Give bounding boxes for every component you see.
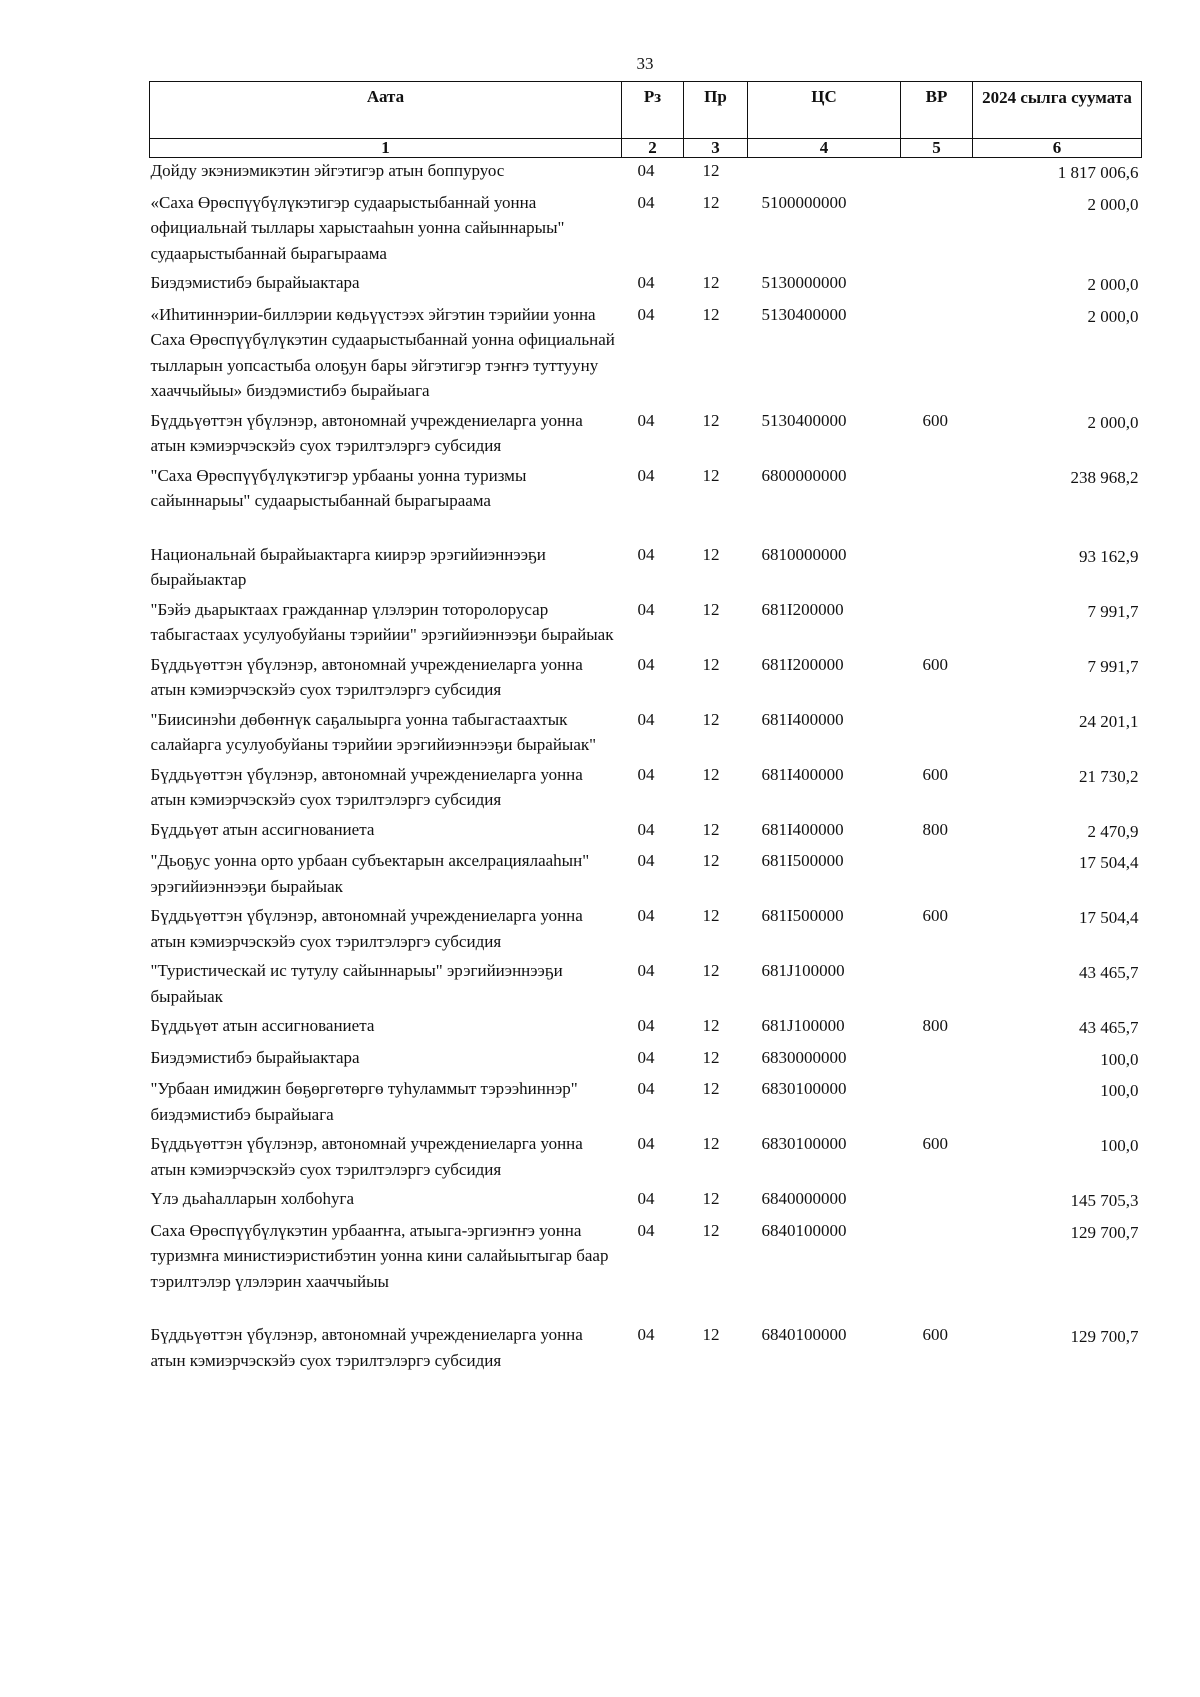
table-row — [150, 158, 1142, 190]
row-name: Бүддьүөттэн үбүлэнэр, автономнай учреждениеларга уонна атын кэмиэрчэскэйэ суох тэрилтэлэргэ субсидия — [150, 410, 583, 455]
row-pr: 12 — [702, 709, 720, 729]
table-row — [150, 707, 1142, 762]
row-cs: 681I500000 — [761, 906, 844, 925]
row-cs: 5130000000 — [761, 273, 847, 292]
row-cs: 681I500000 — [761, 851, 844, 870]
column-number: 1 — [150, 139, 622, 158]
row-rz: 04 — [637, 764, 655, 784]
table-row — [150, 1076, 1142, 1131]
row-pr: 12 — [702, 1189, 720, 1208]
row-rz: 04 — [637, 819, 655, 839]
row-vr — [901, 1076, 973, 1131]
row-cs: 681J100000 — [761, 961, 845, 980]
row-pr: 12 — [702, 1079, 720, 1098]
row-vr — [901, 597, 973, 652]
page-number: 33 — [636, 54, 654, 73]
row-sum: 43 465,7 — [1079, 1018, 1139, 1037]
table-row — [150, 817, 1142, 849]
row-cs: 5130400000 — [761, 304, 847, 324]
row-rz: 04 — [637, 465, 655, 485]
row-vr: 800 — [922, 1016, 948, 1035]
row-vr — [901, 190, 973, 271]
row-sum: 43 465,7 — [1079, 963, 1139, 982]
row-name: Бүддьүөттэн үбүлэнэр, автономнай учреждениеларга уонна атын кэмиэрчэскэйэ суох тэрилтэлэргэ субсидия — [150, 1325, 583, 1370]
row-sum: 2 000,0 — [1087, 412, 1139, 432]
table-row — [150, 270, 1142, 302]
row-sum: 129 700,7 — [1070, 1327, 1139, 1346]
table-row — [150, 1218, 1142, 1323]
row-vr — [901, 848, 973, 903]
row-pr: 12 — [702, 819, 720, 839]
row-name: Национальнай бырайыактарга киирэр эрэгийиэннээҕи бырайыактар — [150, 544, 546, 589]
row-rz: 04 — [637, 1189, 655, 1208]
row-rz: 04 — [637, 1047, 655, 1067]
row-rz: 04 — [637, 851, 655, 870]
row-vr — [901, 958, 973, 1013]
row-cs: 681J100000 — [761, 1016, 845, 1035]
row-sum: 238 968,2 — [1070, 467, 1139, 487]
row-sum: 17 504,4 — [1079, 908, 1139, 927]
row-pr: 12 — [702, 1325, 720, 1344]
row-vr — [901, 1218, 973, 1323]
row-vr: 600 — [922, 1325, 948, 1344]
row-name: Дойду экэниэмикэтин эйгэтигэр атын боппуруос — [150, 161, 505, 180]
table-row — [150, 1322, 1142, 1377]
row-cs: 6800000000 — [761, 465, 847, 485]
row-cs: 6840100000 — [761, 1220, 847, 1240]
table-row — [150, 848, 1142, 903]
row-cs — [748, 158, 901, 190]
row-name: «Саха Өрөспүүбүлүкэтигэр судаарыстыбаннай уонна официальнай тыллары харыстааһын уонна сайыннарыы" судаарыстыбаннай бырагыраама — [150, 192, 565, 263]
row-rz: 04 — [637, 599, 655, 619]
row-name: "Бэйэ дьарыктаах гражданнар үлэлэрин тоторолорусар табыгастаах усулуобуйаны тэрийии" эрэгийиэннээҕи бырайыак — [150, 599, 614, 644]
row-sum: 2 000,0 — [1087, 306, 1139, 326]
header-row — [150, 82, 1142, 139]
row-sum: 7 991,7 — [1087, 656, 1139, 676]
row-name: «Иһитиннэрии-биллэрии көдьүүстээх эйгэтин тэрийии уонна Саха Өрөспүүбүлүкэтин судаарыстыбаннай уонна официальнай тылларын уопсастыба олоҕун бары эйгэтигэр тэҥҥэ туттууну хааччыйыы» биэдэмистибэ бырайыага — [150, 304, 615, 400]
row-name: Бүддьүөттэн үбүлэнэр, автономнай учреждениеларга уонна атын кэмиэрчэскэйэ суох тэрилтэлэргэ субсидия — [150, 1134, 583, 1179]
row-pr: 12 — [702, 906, 720, 925]
row-rz: 04 — [637, 410, 655, 430]
row-name: Бүддьүөт атын ассигнованиета — [150, 1016, 375, 1035]
row-cs: 681I200000 — [761, 599, 844, 619]
row-sum: 93 162,9 — [1079, 546, 1139, 566]
row-sum: 2 470,9 — [1087, 821, 1139, 841]
row-vr — [901, 1045, 973, 1077]
table-row — [150, 408, 1142, 463]
row-rz: 04 — [637, 273, 655, 292]
row-pr: 12 — [702, 304, 720, 324]
row-sum: 2 000,0 — [1087, 194, 1139, 214]
table-row — [150, 1013, 1142, 1045]
row-rz: 04 — [637, 654, 655, 674]
row-rz: 04 — [637, 192, 655, 212]
row-rz: 04 — [637, 1134, 655, 1153]
row-rz: 04 — [637, 906, 655, 925]
row-sum: 7 991,7 — [1087, 601, 1139, 621]
header-name: Аата — [150, 82, 622, 139]
row-sum: 1 817 006,6 — [1057, 163, 1139, 182]
table-row — [150, 652, 1142, 707]
table-row — [150, 903, 1142, 958]
header-cs: ЦС — [748, 82, 901, 139]
row-sum: 21 730,2 — [1079, 766, 1139, 786]
table-row — [150, 597, 1142, 652]
row-cs: 6810000000 — [761, 544, 847, 564]
row-cs: 6830100000 — [761, 1079, 847, 1098]
table-row — [150, 463, 1142, 542]
header-rz: Рз — [622, 82, 684, 139]
row-cs: 6830000000 — [761, 1047, 847, 1067]
header-pr: Пр — [684, 82, 748, 139]
row-pr: 12 — [702, 465, 720, 485]
row-name: Бүддьүөттэн үбүлэнэр, автономнай учреждениеларга уонна атын кэмиэрчэскэйэ суох тэрилтэлэргэ субсидия — [150, 764, 583, 809]
row-rz: 04 — [637, 961, 655, 980]
row-cs: 5100000000 — [761, 192, 847, 212]
column-number: 5 — [901, 139, 973, 158]
row-pr: 12 — [702, 599, 720, 619]
row-name: "Урбаан имиджин бөҕөргөтөргө туһуламмыт тэрээһиннэр" биэдэмистибэ бырайыага — [150, 1079, 578, 1124]
budget-table — [149, 81, 1142, 1377]
row-vr: 600 — [922, 1134, 948, 1153]
row-rz: 04 — [637, 1325, 655, 1344]
row-cs: 681I200000 — [761, 654, 844, 674]
row-pr: 12 — [702, 192, 720, 212]
row-rz: 04 — [637, 161, 655, 180]
row-sum: 129 700,7 — [1070, 1222, 1139, 1242]
row-pr: 12 — [702, 851, 720, 870]
table-row — [150, 1045, 1142, 1077]
row-sum: 17 504,4 — [1079, 853, 1139, 872]
table-header — [150, 82, 1142, 158]
row-vr — [901, 463, 973, 542]
row-cs: 681I400000 — [761, 709, 844, 729]
row-pr: 12 — [702, 161, 720, 180]
table-row — [150, 958, 1142, 1013]
row-vr: 600 — [922, 654, 948, 674]
row-vr: 800 — [922, 819, 948, 839]
table-body — [150, 158, 1142, 1378]
row-name: "Дьоҕус уонна орто урбаан субъектарын акселрациялааһын" эрэгийиэннээҕи бырайыак — [150, 851, 590, 896]
row-vr — [901, 302, 973, 408]
row-rz: 04 — [637, 1016, 655, 1035]
table-row — [150, 1131, 1142, 1186]
column-number: 4 — [748, 139, 901, 158]
row-vr: 600 — [922, 764, 948, 784]
row-vr — [901, 542, 973, 597]
budget-sheet — [149, 81, 1141, 1377]
row-vr: 600 — [922, 410, 948, 430]
row-rz: 04 — [637, 304, 655, 324]
row-cs: 681I400000 — [761, 764, 844, 784]
row-pr: 12 — [702, 1134, 720, 1153]
table-row — [150, 1186, 1142, 1218]
row-pr: 12 — [702, 1016, 720, 1035]
row-name: Биэдэмистибэ бырайыактара — [150, 273, 360, 292]
row-vr — [901, 707, 973, 762]
row-pr: 12 — [702, 654, 720, 674]
row-sum: 100,0 — [1100, 1081, 1139, 1100]
row-cs: 6840000000 — [761, 1189, 847, 1208]
row-pr: 12 — [702, 544, 720, 564]
column-number: 3 — [684, 139, 748, 158]
row-pr: 12 — [702, 1220, 720, 1240]
row-cs: 6830100000 — [761, 1134, 847, 1153]
row-rz: 04 — [637, 1220, 655, 1240]
row-sum: 100,0 — [1100, 1136, 1139, 1155]
row-name: Бүддьүөт атын ассигнованиета — [150, 819, 375, 839]
row-sum: 145 705,3 — [1070, 1191, 1139, 1210]
row-pr: 12 — [702, 764, 720, 784]
row-name: Саха Өрөспүүбүлүкэтин урбааҥҥа, атыыга-эргиэҥҥэ уонна туризмҥа министиэристибэтин уонна кини салайыытыгар баар тэрилтэлэр үлэлэрин хааччыйыы — [150, 1220, 609, 1291]
row-rz: 04 — [637, 709, 655, 729]
row-vr: 600 — [922, 906, 948, 925]
row-vr — [901, 1186, 973, 1218]
row-vr — [901, 270, 973, 302]
row-name: "Туристическай ис тутулу сайыннарыы" эрэгийиэннээҕи бырайыак — [150, 961, 563, 1006]
row-name: Бүддьүөттэн үбүлэнэр, автономнай учреждениеларга уонна атын кэмиэрчэскэйэ суох тэрилтэлэргэ субсидия — [150, 654, 583, 699]
row-sum: 100,0 — [1100, 1049, 1139, 1069]
header-sum: 2024 сылга суумата — [973, 82, 1142, 139]
row-name: "Саха Өрөспүүбүлүкэтигэр урбааны уонна туризмы сайыннарыы" судаарыстыбаннай бырагыраама — [150, 465, 527, 510]
header-vr: ВР — [901, 82, 973, 139]
row-cs: 6840100000 — [761, 1325, 847, 1344]
row-name: Бүддьүөттэн үбүлэнэр, автономнай учреждениеларга уонна атын кэмиэрчэскэйэ суох тэрилтэлэргэ субсидия — [150, 906, 583, 951]
row-pr: 12 — [702, 410, 720, 430]
row-rz: 04 — [637, 1079, 655, 1098]
table-row — [150, 542, 1142, 597]
row-sum: 2 000,0 — [1087, 275, 1139, 294]
table-row — [150, 762, 1142, 817]
row-pr: 12 — [702, 961, 720, 980]
table-row — [150, 190, 1142, 271]
row-name: "Биисинэһи дөбөҥнүк саҕалыырга уонна табыгастаахтык салайарга усулуобуйаны тэрийии эрэгийиэннээҕи бырайыак" — [150, 709, 597, 754]
row-sum: 24 201,1 — [1079, 711, 1139, 731]
row-cs: 5130400000 — [761, 410, 847, 430]
table-row — [150, 302, 1142, 408]
row-pr: 12 — [702, 273, 720, 292]
row-name: Үлэ дьаһалларын холбоһуга — [150, 1189, 355, 1208]
column-number: 2 — [622, 139, 684, 158]
row-name: Биэдэмистибэ бырайыактара — [150, 1047, 360, 1067]
column-number-row — [150, 139, 1142, 158]
row-cs: 681I400000 — [761, 819, 844, 839]
column-number: 6 — [973, 139, 1142, 158]
row-vr — [901, 158, 973, 190]
row-rz: 04 — [637, 544, 655, 564]
row-pr: 12 — [702, 1047, 720, 1067]
